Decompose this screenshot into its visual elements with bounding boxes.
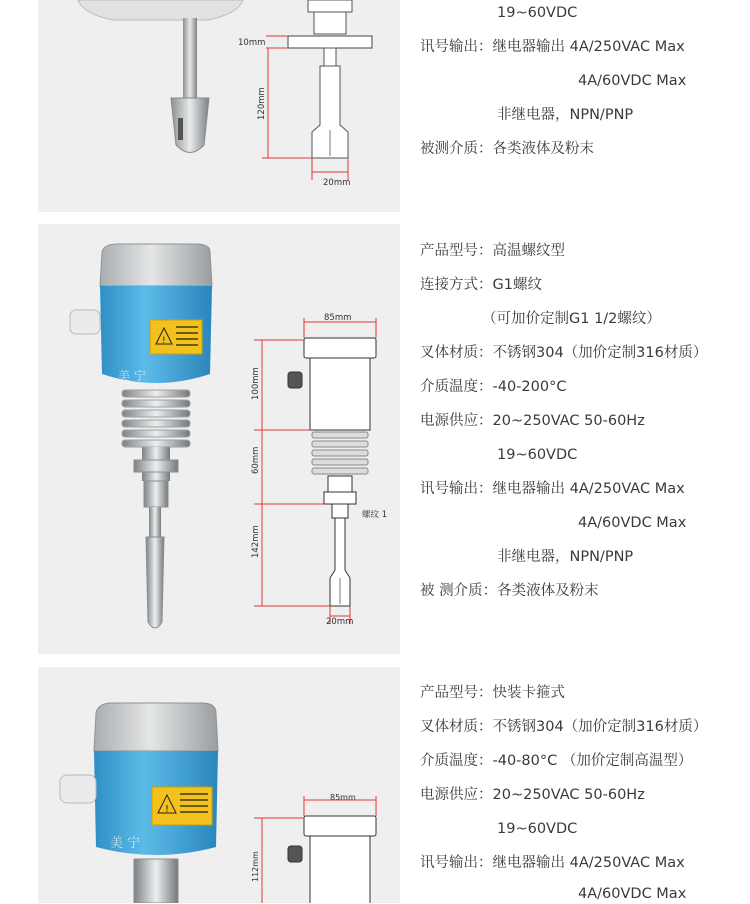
spec-row xyxy=(420,139,594,159)
spec-label: 讯号输出： xyxy=(420,855,493,871)
dim-length-label: 120mm xyxy=(257,87,267,120)
dim-thread-label: 螺纹 1 xyxy=(362,510,388,520)
spec-row xyxy=(420,479,685,499)
spec-label: 讯号输出： xyxy=(420,39,493,55)
spec-value: 20~250VAC 50-60Hz xyxy=(492,413,645,429)
spec-label: 产品型号： xyxy=(420,243,493,259)
spec-value: 20~250VAC 50-60Hz xyxy=(492,787,645,803)
dim-fins-label: 60mm xyxy=(251,446,261,474)
dim-top-width-label: 85mm xyxy=(324,313,352,323)
dim-width-label: 20mm xyxy=(323,178,351,188)
dim-head-label: 112mm xyxy=(251,851,260,882)
spec-row xyxy=(420,751,692,771)
spec-value: 4A/60VDC Max xyxy=(578,73,687,89)
spec-row xyxy=(497,3,577,23)
spec-row xyxy=(420,853,685,873)
spec-row xyxy=(420,37,685,57)
spec-label: 叉体材质： xyxy=(420,345,493,361)
spec-row xyxy=(578,884,686,904)
spec-value: 不锈钢304（加价定制316材质） xyxy=(492,345,708,361)
spec-value: 19~60VDC xyxy=(497,5,578,21)
spec-value: 不锈钢304（加价定制316材质） xyxy=(492,719,708,735)
spec-row xyxy=(497,445,577,465)
spec-label: 电源供应： xyxy=(420,787,493,803)
spec-value: G1螺纹 xyxy=(492,277,542,293)
spec-row xyxy=(497,819,577,839)
spec-label: 叉体材质： xyxy=(420,719,493,735)
dim-top-width-label: 85mm xyxy=(330,793,356,802)
watermark: 美 宁 xyxy=(110,836,141,851)
spec-value: 4A/60VDC Max xyxy=(578,886,687,902)
spec-row xyxy=(578,71,686,91)
svg-text:!: ! xyxy=(165,804,170,815)
spec-value: 继电器输出 4A/250VAC Max xyxy=(492,855,685,871)
dim-fork-label: 142mm xyxy=(251,525,261,558)
spec-label: 被 测介质： xyxy=(420,583,498,599)
spec-value: -40-200°C xyxy=(492,379,567,395)
spec-value: 19~60VDC xyxy=(497,821,578,837)
spec-row xyxy=(420,411,645,431)
spec-value: 非继电器，NPN/PNP xyxy=(497,107,634,123)
spec-value: 非继电器，NPN/PNP xyxy=(497,549,634,565)
spec-label: 介质温度： xyxy=(420,753,493,769)
dimension-drawing-2 xyxy=(240,300,410,640)
spec-value: 快装卡箍式 xyxy=(492,685,565,701)
spec-row xyxy=(420,683,565,703)
spec-value: 继电器输出 4A/250VAC Max xyxy=(492,481,685,497)
spec-row xyxy=(482,309,661,329)
spec-value: 各类液体及粉末 xyxy=(497,583,599,599)
spec-label: 连接方式： xyxy=(420,277,493,293)
spec-row xyxy=(497,547,633,567)
spec-value: 继电器输出 4A/250VAC Max xyxy=(492,39,685,55)
spec-label: 被测介质： xyxy=(420,141,493,157)
spec-row xyxy=(420,717,707,737)
spec-value: 19~60VDC xyxy=(497,447,578,463)
spec-value: 各类液体及粉末 xyxy=(492,141,594,157)
dimension-drawing-3 xyxy=(240,780,410,903)
spec-row xyxy=(420,581,599,601)
spec-value: -40-80°C （加价定制高温型） xyxy=(492,753,693,769)
spec-label: 介质温度： xyxy=(420,379,493,395)
spec-value: 4A/60VDC Max xyxy=(578,515,687,531)
dim-flange-label: 10mm xyxy=(238,38,266,48)
spec-row xyxy=(420,343,707,363)
spec-row xyxy=(420,377,566,397)
spec-label: 讯号输出： xyxy=(420,481,493,497)
dim-width-label: 20mm xyxy=(326,617,354,627)
dim-head-label: 100mm xyxy=(251,367,261,400)
spec-row xyxy=(420,785,645,805)
watermark: 美 宁 xyxy=(118,369,146,383)
svg-text:!: ! xyxy=(162,336,166,346)
dimension-drawing-1 xyxy=(230,0,410,212)
spec-label: 电源供应： xyxy=(420,413,493,429)
spec-row xyxy=(578,513,686,533)
spec-label: 产品型号： xyxy=(420,685,493,701)
spec-value: 高温螺纹型 xyxy=(492,243,565,259)
spec-row xyxy=(497,105,633,125)
spec-value: （可加价定制G1 1/2螺纹） xyxy=(482,311,661,327)
spec-row xyxy=(420,275,542,295)
spec-row xyxy=(420,241,565,261)
